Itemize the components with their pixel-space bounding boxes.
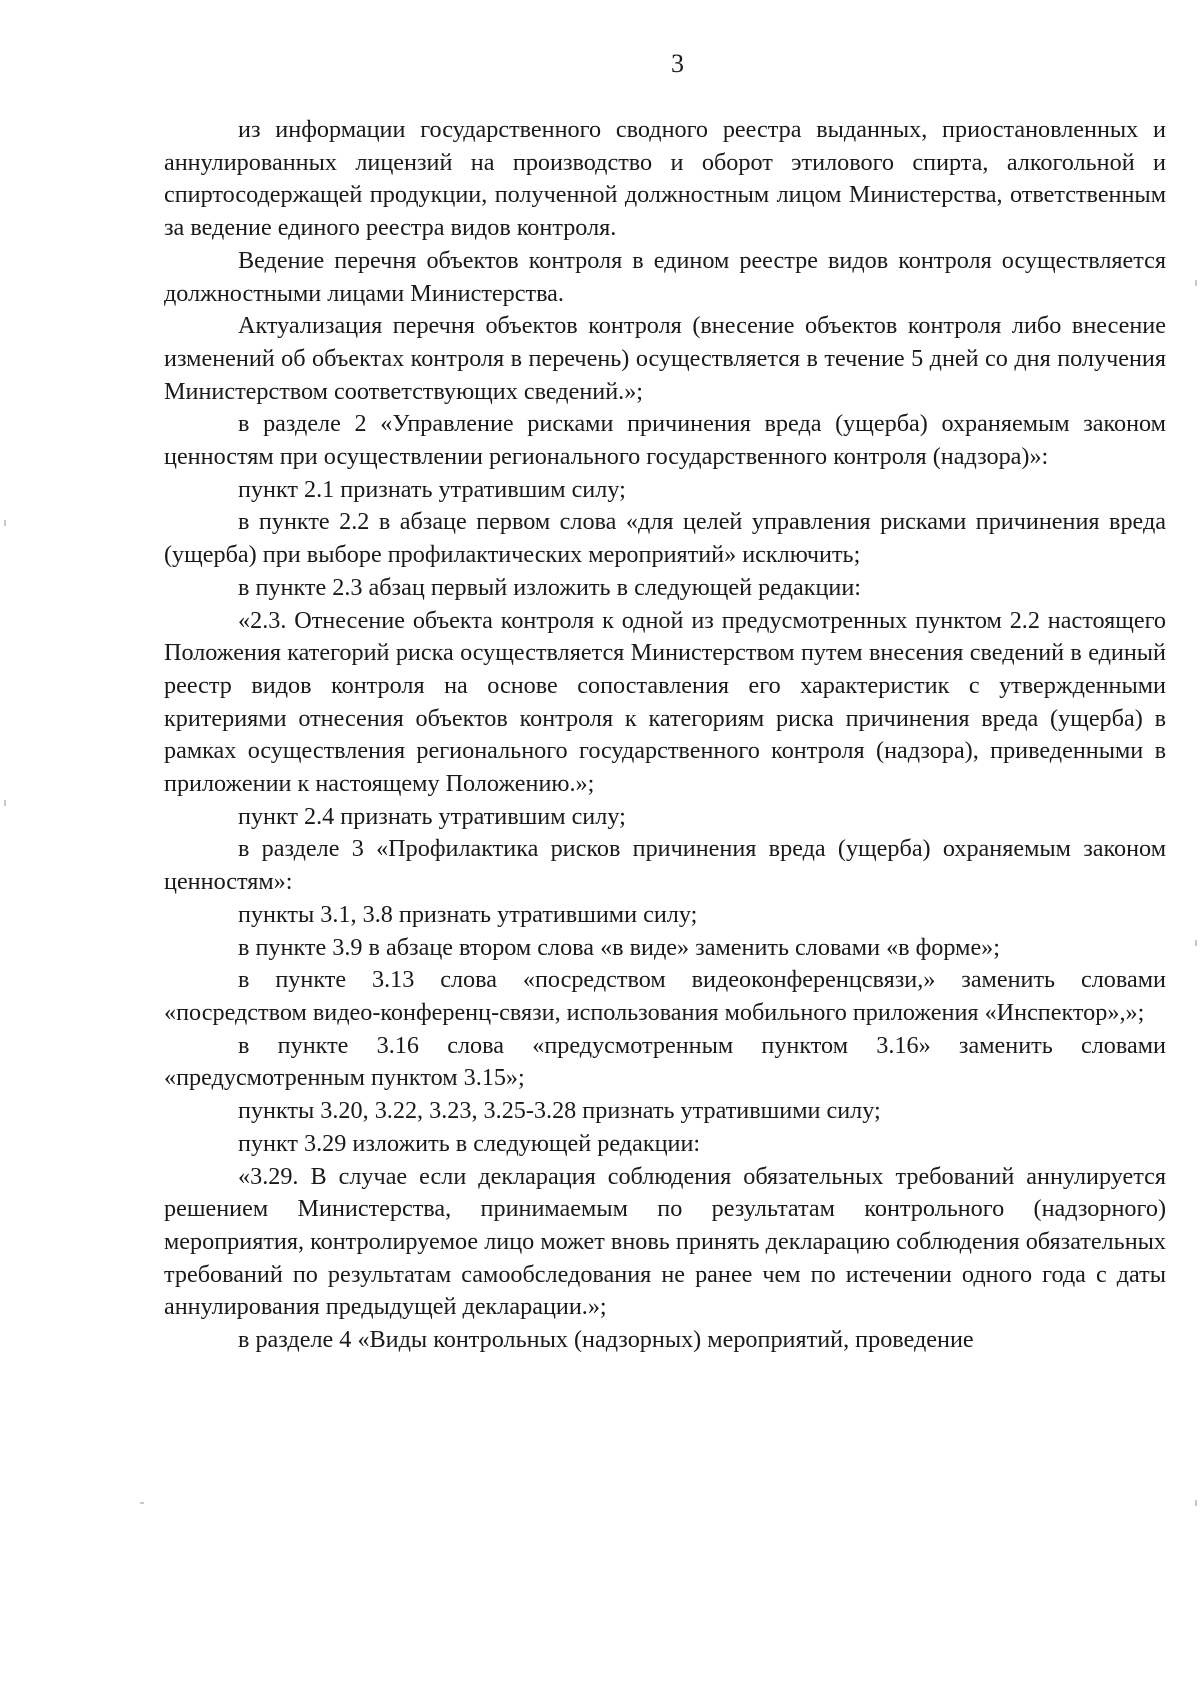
paragraph-item-2-2: в пункте 2.2 в абзаце первом слова «для целей управления рисками причинения вреда (ущерба) при выборе профилактических мероприятий» исключить; (164, 508, 1166, 569)
scan-speck (1195, 280, 1197, 286)
paragraph-item-3-13: в пункте 3.13 слова «посредством видеоконференцсвязи,» заменить словами «посредством видео-конференц-связи, использования мобильного приложения «Инспектор»,»; (164, 966, 1166, 1026)
paragraph-item-2-1: пункт 2.1 признать утратившим силу; (238, 475, 626, 503)
paragraph-items-3-1-3-8: пункты 3.1, 3.8 признать утратившими силу; (238, 900, 698, 928)
paragraph-item-3-29-text: «3.29. В случае если декларация соблюдения обязательных требований аннулируется решением Министерства, принимаемым по результатам контрольного (надзорного) мероприятия, контролируемое лицо может вновь принять декларацию соблюдения обязательных требований по результатам самообследования не ранее чем по истечении одного года с даты аннулирования предыдущей декларации.»; (164, 1162, 1166, 1321)
paragraph-registry-maintenance: Ведение перечня объектов контроля в едином реестре видов контроля осуществляется должностными лицами Министерства. (164, 246, 1166, 307)
scan-speck (1195, 940, 1197, 946)
paragraph-section-4: в разделе 4 «Виды контрольных (надзорных) мероприятий, проведение (238, 1326, 974, 1354)
scan-speck (4, 520, 6, 526)
paragraph-list-update: Актуализация перечня объектов контроля (внесение объектов контроля либо внесение изменений об объектах контроля в перечень) осуществляется в течение 5 дней со дня получения Министерством соответствующих сведений.»; (164, 312, 1166, 405)
paragraph-item-3-16: в пункте 3.16 слова «предусмотренным пунктом 3.16» заменить словами «предусмотренным пунктом 3.15»; (164, 1031, 1166, 1092)
paragraph-item-2-3-text: «2.3. Отнесение объекта контроля к одной из предусмотренных пунктом 2.2 настоящего Положения категорий риска осуществляется Министерством путем внесения сведений в единый реестр видов контроля на основе сопоставления его характеристик с утвержденными критериями отнесения объектов контроля к категориям риска причинения вреда (ущерба) в рамках осуществления регионального государственного контроля (надзора), приведенными в приложении к настоящему Положению.»; (164, 606, 1166, 798)
scan-speck (1195, 1500, 1197, 1506)
paragraph-section-3: в разделе 3 «Профилактика рисков причинения вреда (ущерба) охраняемым законом ценностям»: (164, 835, 1166, 896)
paragraph-section-2: в разделе 2 «Управление рисками причинения вреда (ущерба) охраняемым законом ценностям при осуществлении регионального государственного контроля (надзора)»: (164, 410, 1166, 471)
scan-speck (140, 1502, 144, 1504)
document-body (164, 114, 1166, 1357)
paragraph-item-2-3-intro: в пункте 2.3 абзац первый изложить в следующей редакции: (238, 573, 862, 601)
page-number: 3 (671, 49, 684, 78)
paragraph-items-3-20-3-28: пункты 3.20, 3.22, 3.23, 3.25-3.28 признать утратившими силу; (238, 1097, 881, 1125)
paragraph-item-2-4: пункт 2.4 признать утратившим силу; (238, 802, 626, 830)
paragraph-item-3-29-intro: пункт 3.29 изложить в следующей редакции: (238, 1129, 701, 1157)
paragraph-item-3-9: в пункте 3.9 в абзаце втором слова «в виде» заменить словами «в форме»; (238, 933, 1000, 961)
paragraph-continuation: из информации государственного сводного реестра выданных, приостановленных и аннулированных лицензий на производство и оборот этилового спирта, алкогольной и спиртосодержащей продукции, полученной должностным лицом Министерства, ответственным за ведение единого реестра видов контроля. (164, 116, 1166, 242)
scan-speck (4, 800, 6, 806)
